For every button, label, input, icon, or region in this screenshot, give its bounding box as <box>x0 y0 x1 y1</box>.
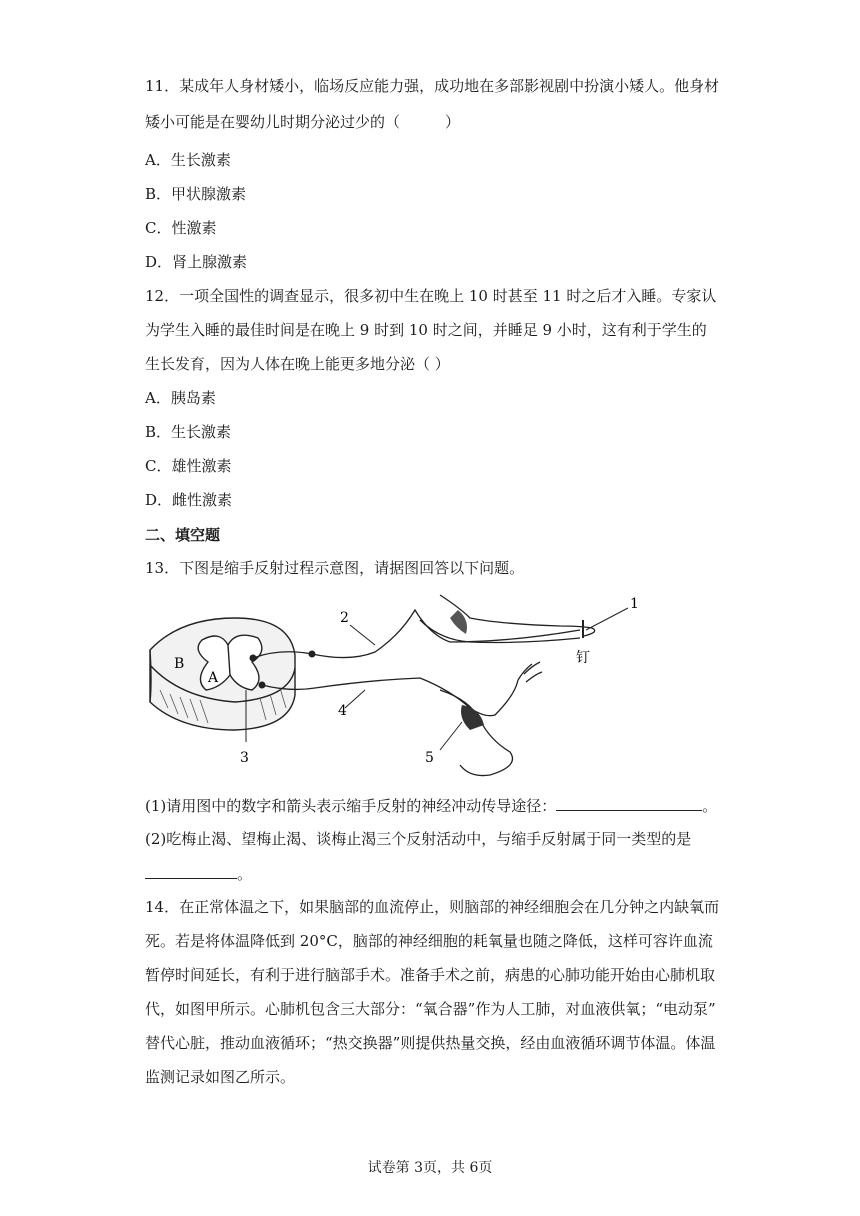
q12-option-c: C．雄性激素 <box>145 457 232 475</box>
label-a: A <box>208 670 219 686</box>
q13-stem: 13．下图是缩手反射过程示意图，请据图回答以下问题。 <box>145 559 525 577</box>
q14-line-5: 替代心脏，推动血液循环；“热交换器”则提供热量交换，经由血液循环调节体温。体温 <box>145 1034 716 1052</box>
q12-option-a: A．胰岛素 <box>145 389 216 407</box>
q12-option-d: D．雌性激素 <box>145 491 233 509</box>
sensory-nerve <box>253 610 580 658</box>
q14-line-2: 死。若是将体温降低到 20°C，脑部的神经细胞的耗氧量也随之降低，这样可容许血流 <box>145 932 713 950</box>
q14-line-1: 14．在正常体温之下，如果脑部的血流停止，则脑部的神经细胞会在几分钟之内缺氧而 <box>145 898 720 916</box>
q13-sub-2-end: 。 <box>237 865 253 883</box>
q11-line-1: 11．某成年人身材矮小，临场反应能力强，成功地在多部影视剧中扮演小矮人。他身材 <box>145 77 720 95</box>
q12-line-3: 生长发育，因为人体在晚上能更多地分泌（ ） <box>145 355 450 373</box>
label-5: 5 <box>425 750 434 766</box>
q14-line-4: 代，如图甲所示。心肺机包含三大部分：“氧合器”作为人工肺，对血液供氧；“电动泵” <box>145 1000 716 1018</box>
section-title-fill-in: 二、填空题 <box>145 526 221 544</box>
q13-sub-2-answer <box>145 863 252 884</box>
q13-sub-1-blank[interactable] <box>556 795 702 811</box>
muscle-5 <box>461 705 484 730</box>
q12-line-2: 为学生入睡的最佳时间是在晚上 9 时到 10 时之间，并睡足 9 小时，这有利于学生的 <box>145 321 707 339</box>
q14-line-6: 监测记录如图乙所示。 <box>145 1068 296 1086</box>
q11-option-a: A．生长激素 <box>145 151 231 169</box>
q13-sub-2: (2)吃梅止渴、望梅止渴、谈梅止渴三个反射活动中，与缩手反射属于同一类型的是 <box>145 830 692 848</box>
q11-option-d: D．肾上腺激素 <box>145 253 248 271</box>
q11-option-b: B．甲状腺激素 <box>145 185 247 203</box>
q12-option-b: B．生长激素 <box>145 423 232 441</box>
label-nail: 钉 <box>576 650 590 666</box>
q12-line-1: 12．一项全国性的调查显示，很多初中生在晚上 10 时甚至 11 时之后才入睡。专家认 <box>145 287 717 305</box>
arm-upper <box>420 595 595 643</box>
page-footer: 试卷第 3页，共 6页 <box>367 1160 493 1176</box>
label-b: B <box>174 656 185 672</box>
q13-sub-2-blank[interactable] <box>145 863 237 879</box>
reflex-arc-diagram <box>140 590 680 790</box>
label-2: 2 <box>340 610 349 626</box>
q14-line-3: 暂停时间延长，有利于进行脑部手术。准备手术之前，病患的心肺功能开始由心肺机取 <box>145 966 716 984</box>
spinal-cord-slice <box>150 618 295 730</box>
arm-lower <box>440 662 542 776</box>
q13-sub-1-end: 。 <box>702 797 718 815</box>
q13-sub-1 <box>145 795 717 816</box>
q11-option-c: C．性激素 <box>145 219 217 237</box>
label-4: 4 <box>338 703 347 719</box>
q13-sub-1-text: (1)请用图中的数字和箭头表示缩手反射的神经冲动传导途径： <box>145 797 557 815</box>
q11-line-2: 矮小可能是在婴幼儿时期分泌过少的（ ） <box>145 113 461 131</box>
label-1: 1 <box>630 596 639 612</box>
label-3: 3 <box>240 750 249 766</box>
